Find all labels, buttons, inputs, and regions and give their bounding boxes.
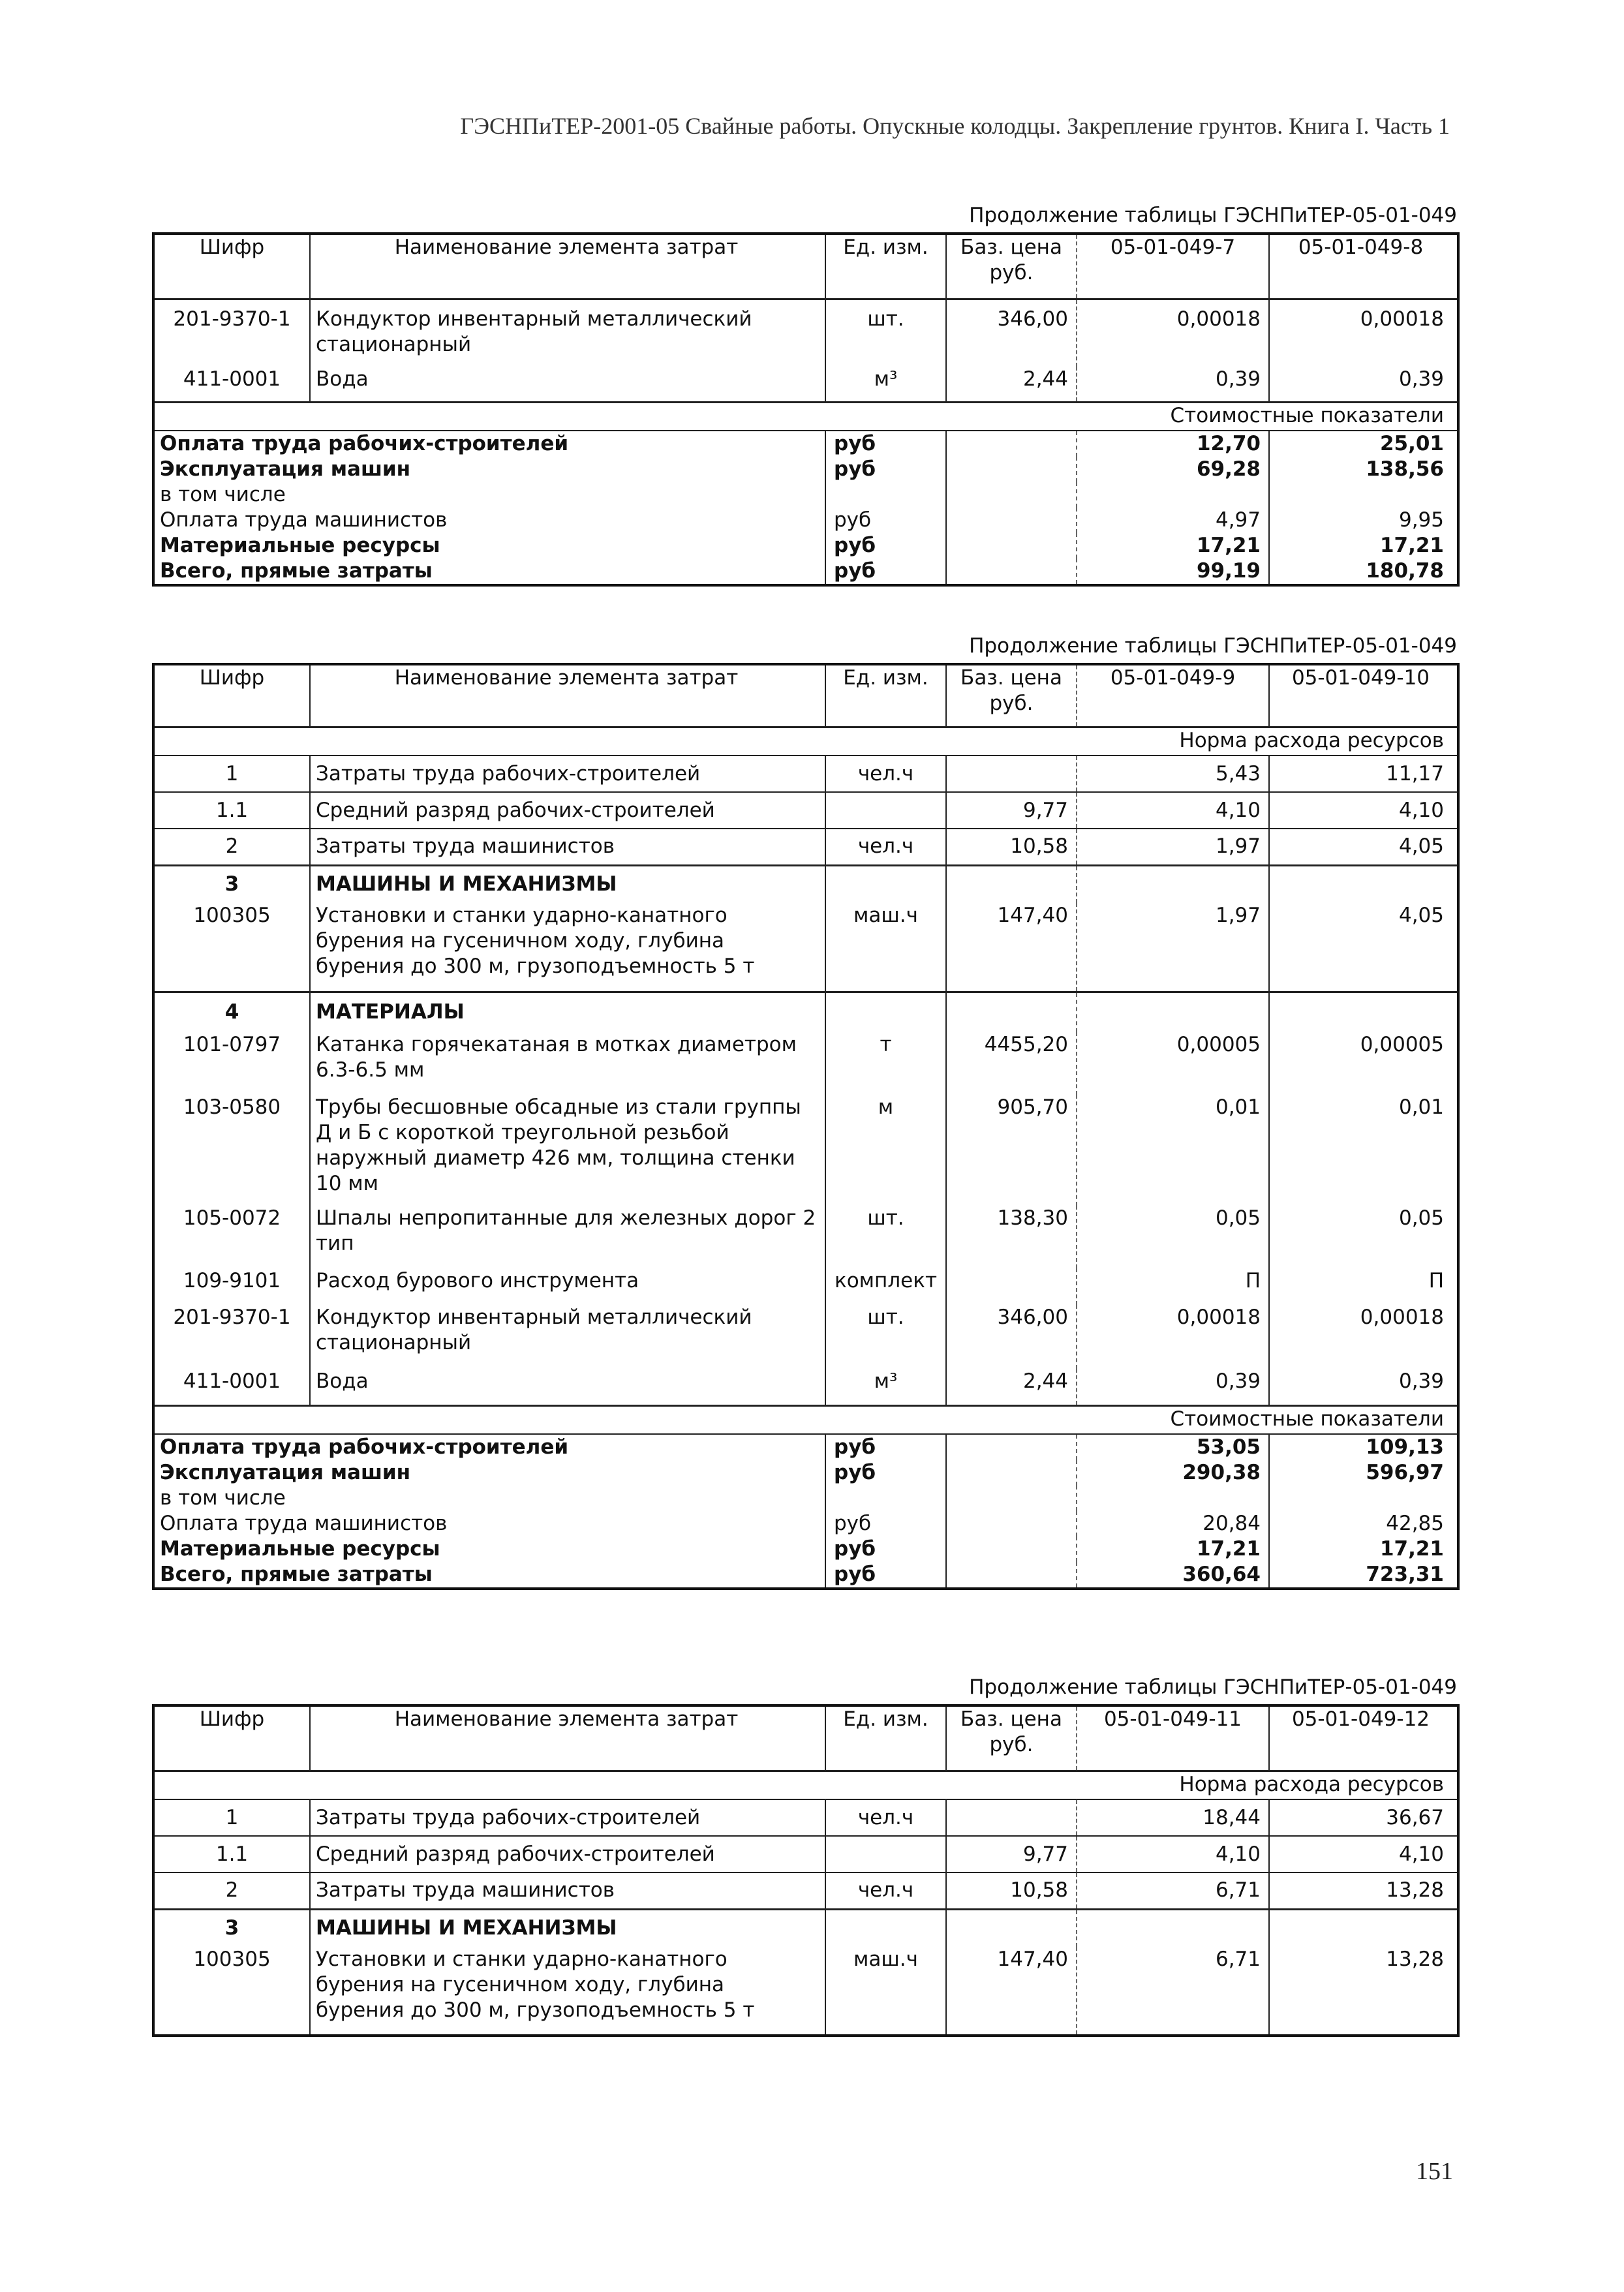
row-value-b: 0,00005	[1360, 1033, 1444, 1056]
row-unit: м³	[825, 1369, 946, 1405]
row-price: 346,00	[946, 1305, 1077, 1369]
summary-empty	[946, 482, 1077, 508]
summary-value-a: 4,97	[1077, 508, 1269, 533]
table-row	[153, 756, 1458, 792]
row-price: 147,40	[946, 1947, 1077, 2036]
summary-value-b: 17,21	[1379, 1537, 1444, 1561]
row-value-b: 13,28	[1386, 1878, 1444, 1902]
section-empty	[825, 992, 946, 1032]
row-value-b: 0,00018	[1360, 307, 1444, 331]
row-code: 411-0001	[153, 367, 310, 402]
table3-header-row	[153, 1705, 1458, 1771]
table-row	[153, 1305, 1458, 1369]
row-value-b: 0,39	[1398, 367, 1444, 391]
row-value-b: 36,67	[1386, 1805, 1444, 1829]
row-unit: маш.ч	[825, 1947, 946, 2036]
summary-unit: руб	[825, 508, 946, 533]
table-row	[153, 367, 1458, 402]
row-unit: чел.ч	[825, 829, 946, 865]
row-value-a: 4,10	[1077, 792, 1269, 829]
summary-empty	[1077, 482, 1269, 508]
table2	[152, 663, 1460, 1590]
table-row	[153, 1947, 1458, 2036]
row-name: Средний разряд рабочих-строителей	[310, 1836, 825, 1872]
col-unit-header: Ед. изм.	[825, 1705, 946, 1771]
section-empty	[1269, 992, 1458, 1032]
summary-empty	[946, 1511, 1077, 1536]
norm-caption: Норма расхода ресурсов	[153, 727, 1458, 756]
summary-empty	[946, 533, 1077, 558]
summary-row-machinist-labor	[153, 508, 1458, 533]
row-unit: м³	[825, 367, 946, 402]
row-value-a: 6,71	[1077, 1947, 1269, 2036]
table1	[152, 232, 1460, 587]
col-norm-a-header: 05-01-049-11	[1077, 1705, 1269, 1771]
section-empty	[825, 865, 946, 903]
row-price: 147,40	[946, 903, 1077, 992]
section-code: 4	[153, 992, 310, 1032]
cost-caption-row	[153, 402, 1458, 431]
summary-empty	[946, 1460, 1077, 1486]
row-value-a: 0,05	[1077, 1206, 1269, 1268]
row-name: Затраты труда рабочих-строителей	[310, 1799, 825, 1836]
row-price: 2,44	[946, 367, 1077, 402]
summary-value-a: 20,84	[1077, 1511, 1269, 1536]
row-name: Кондуктор инвентарный металлический стационарный	[310, 1305, 825, 1369]
row-unit: маш.ч	[825, 903, 946, 992]
summary-unit: руб	[825, 1536, 946, 1562]
summary-row-materials	[153, 1536, 1458, 1562]
row-value-a: 0,00005	[1077, 1032, 1269, 1095]
summary-value-a: 69,28	[1077, 457, 1269, 482]
row-name: Установки и станки ударно-канатного бурения на гусеничном ходу, глубина бурения до 300 м, грузоподъемность 5 т	[310, 903, 825, 992]
row-price: 10,58	[946, 829, 1077, 865]
summary-value-a: 17,21	[1077, 1536, 1269, 1562]
section-empty	[946, 865, 1077, 903]
row-unit: т	[825, 1032, 946, 1095]
row-code: 109-9101	[153, 1268, 310, 1305]
col-norm-a-header: 05-01-049-9	[1077, 664, 1269, 727]
section-code: 3	[153, 865, 310, 903]
table-row	[153, 1032, 1458, 1095]
section-title: МАТЕРИАЛЫ	[310, 992, 825, 1032]
row-unit: шт.	[825, 1305, 946, 1369]
section-title: МАШИНЫ И МЕХАНИЗМЫ	[310, 1909, 825, 1947]
row-code: 1.1	[153, 1836, 310, 1872]
summary-empty	[946, 1562, 1077, 1589]
row-name: Расход бурового инструмента	[310, 1268, 825, 1305]
row-code: 103-0580	[153, 1095, 310, 1206]
row-value-a: 0,39	[1077, 367, 1269, 402]
summary-empty	[946, 508, 1077, 533]
row-code: 201-9370-1	[153, 1305, 310, 1369]
page-number: 151	[1416, 2158, 1453, 2185]
col-name-header: Наименование элемента затрат	[310, 664, 825, 727]
table-row	[153, 1799, 1458, 1836]
summary-unit: руб	[825, 1460, 946, 1486]
summary-label: Всего, прямые затраты	[153, 558, 825, 585]
row-price	[946, 756, 1077, 792]
row-unit	[825, 1836, 946, 1872]
row-code: 201-9370-1	[153, 299, 310, 367]
row-price: 9,77	[946, 792, 1077, 829]
row-unit: шт.	[825, 299, 946, 367]
summary-row-including	[153, 1486, 1458, 1511]
summary-row-machinist-labor	[153, 1511, 1458, 1536]
summary-empty	[946, 1486, 1077, 1511]
section-empty	[1077, 1909, 1269, 1947]
row-price	[946, 1268, 1077, 1305]
section-empty	[1269, 865, 1458, 903]
col-norm-a-header: 05-01-049-7	[1077, 234, 1269, 299]
summary-label: Эксплуатация машин	[153, 457, 825, 482]
row-code: 2	[153, 1872, 310, 1909]
summary-unit: руб	[825, 558, 946, 585]
summary-value-b: 17,21	[1379, 534, 1444, 557]
summary-value-b: 723,31	[1366, 1563, 1444, 1586]
summary-value-b: 138,56	[1366, 457, 1444, 481]
cost-caption-row	[153, 1405, 1458, 1434]
col-name-header: Наименование элемента затрат	[310, 1705, 825, 1771]
row-code: 100305	[153, 903, 310, 992]
row-price: 138,30	[946, 1206, 1077, 1268]
summary-row-including	[153, 482, 1458, 508]
table-row	[153, 792, 1458, 829]
summary-row-materials	[153, 533, 1458, 558]
row-unit: м	[825, 1095, 946, 1206]
summary-empty	[946, 1434, 1077, 1460]
summary-value-a: 99,19	[1077, 558, 1269, 585]
summary-value-b: 42,85	[1386, 1512, 1444, 1535]
section-empty	[825, 1909, 946, 1947]
table-row	[153, 1369, 1458, 1405]
summary-label: в том числе	[153, 482, 825, 508]
row-price: 905,70	[946, 1095, 1077, 1206]
row-name: Трубы бесшовные обсадные из стали группы Д и Б с короткой треугольной резьбой наружный диаметр 426 мм, толщина стенки 10 мм	[310, 1095, 825, 1206]
row-name: Установки и станки ударно-канатного бурения на гусеничном ходу, глубина бурения до 300 м, грузоподъемность 5 т	[310, 1947, 825, 2036]
row-value-a: 0,01	[1077, 1095, 1269, 1206]
summary-unit: руб	[825, 533, 946, 558]
row-unit	[825, 792, 946, 829]
col-code-header: Шифр	[153, 1705, 310, 1771]
section-row-machines	[153, 1909, 1458, 1947]
summary-value-a: 53,05	[1077, 1434, 1269, 1460]
row-name: Вода	[310, 1369, 825, 1405]
row-value-a: 4,10	[1077, 1836, 1269, 1872]
row-value-b: 0,00018	[1360, 1306, 1444, 1329]
col-name-header: Наименование элемента затрат	[310, 234, 825, 299]
summary-empty	[946, 431, 1077, 457]
row-value-b: 4,05	[1398, 904, 1444, 927]
col-unit-header: Ед. изм.	[825, 234, 946, 299]
summary-unit: руб	[825, 1511, 946, 1536]
col-code-header: Шифр	[153, 234, 310, 299]
norm-caption-row	[153, 727, 1458, 756]
row-code: 100305	[153, 1947, 310, 2036]
row-unit: чел.ч	[825, 1872, 946, 1909]
summary-row-machines	[153, 1460, 1458, 1486]
summary-empty	[946, 558, 1077, 585]
row-unit: комплект	[825, 1268, 946, 1305]
row-name: Катанка горячекатаная в мотках диаметром 6.3-6.5 мм	[310, 1032, 825, 1095]
table-row	[153, 1095, 1458, 1206]
summary-empty	[1269, 482, 1458, 508]
row-code: 105-0072	[153, 1206, 310, 1268]
table2-header-row	[153, 664, 1458, 727]
summary-value-b: 25,01	[1379, 432, 1444, 455]
row-value-a: 18,44	[1077, 1799, 1269, 1836]
summary-label: Оплата труда машинистов	[153, 1511, 825, 1536]
summary-label: в том числе	[153, 1486, 825, 1511]
col-norm-b-header: 05-01-049-12	[1269, 1705, 1458, 1771]
col-norm-b-header: 05-01-049-8	[1269, 234, 1458, 299]
summary-label: Оплата труда машинистов	[153, 508, 825, 533]
summary-empty	[946, 457, 1077, 482]
summary-label: Оплата труда рабочих-строителей	[153, 431, 825, 457]
summary-value-a: 360,64	[1077, 1562, 1269, 1589]
col-norm-b-header: 05-01-049-10	[1269, 664, 1458, 727]
row-value-a: 0,00018	[1077, 299, 1269, 367]
row-value-b: 4,10	[1398, 1842, 1444, 1866]
row-unit: чел.ч	[825, 756, 946, 792]
row-name: Вода	[310, 367, 825, 402]
section-empty	[1077, 992, 1269, 1032]
col-unit-header: Ед. изм.	[825, 664, 946, 727]
row-unit: чел.ч	[825, 1799, 946, 1836]
row-value-a: 5,43	[1077, 756, 1269, 792]
row-name: Кондуктор инвентарный металлический стационарный	[310, 299, 825, 367]
table-row	[153, 1268, 1458, 1305]
row-name: Затраты труда рабочих-строителей	[310, 756, 825, 792]
row-code: 1	[153, 1799, 310, 1836]
table-row	[153, 1836, 1458, 1872]
summary-label: Материальные ресурсы	[153, 1536, 825, 1562]
summary-unit: руб	[825, 1434, 946, 1460]
row-price	[946, 1799, 1077, 1836]
summary-value-a: 12,70	[1077, 431, 1269, 457]
row-value-b: 0,05	[1398, 1206, 1444, 1230]
summary-row-labor	[153, 431, 1458, 457]
summary-label: Эксплуатация машин	[153, 1460, 825, 1486]
section-empty	[946, 992, 1077, 1032]
section-empty	[1077, 865, 1269, 903]
row-name: Затраты труда машинистов	[310, 1872, 825, 1909]
row-price: 9,77	[946, 1836, 1077, 1872]
row-code: 411-0001	[153, 1369, 310, 1405]
col-price-header: Баз. цена руб.	[946, 664, 1077, 727]
row-code: 101-0797	[153, 1032, 310, 1095]
summary-label: Оплата труда рабочих-строителей	[153, 1434, 825, 1460]
section-row-machines	[153, 865, 1458, 903]
row-value-a: П	[1077, 1268, 1269, 1305]
summary-label: Всего, прямые затраты	[153, 1562, 825, 1589]
row-code: 1	[153, 756, 310, 792]
summary-unit: руб	[825, 1562, 946, 1589]
row-value-b: 4,05	[1398, 834, 1444, 859]
row-price: 10,58	[946, 1872, 1077, 1909]
row-price: 346,00	[946, 299, 1077, 367]
col-price-header: Баз. цена руб.	[946, 234, 1077, 299]
section-empty	[1269, 1909, 1458, 1947]
table2-continuation-caption: Продолжение таблицы ГЭСНПиТЕР-05-01-049	[969, 634, 1457, 658]
table3	[152, 1704, 1460, 2037]
row-value-b: 4,10	[1398, 798, 1444, 822]
table-row	[153, 299, 1458, 367]
row-value-a: 1,97	[1077, 903, 1269, 992]
cost-caption: Стоимостные показатели	[153, 402, 1458, 431]
table-row	[153, 1206, 1458, 1268]
summary-value-b: 596,97	[1366, 1461, 1444, 1484]
cost-caption: Стоимостные показатели	[153, 1405, 1458, 1434]
row-unit: шт.	[825, 1206, 946, 1268]
summary-empty	[1077, 1486, 1269, 1511]
row-name: Затраты труда машинистов	[310, 829, 825, 865]
table1-header-row	[153, 234, 1458, 299]
summary-unit: руб	[825, 457, 946, 482]
table-row	[153, 903, 1458, 992]
summary-value-a: 290,38	[1077, 1460, 1269, 1486]
row-value-b: 0,39	[1398, 1369, 1444, 1393]
col-price-header: Баз. цена руб.	[946, 1705, 1077, 1771]
row-value-a: 0,39	[1077, 1369, 1269, 1405]
section-title: МАШИНЫ И МЕХАНИЗМЫ	[310, 865, 825, 903]
row-price: 4455,20	[946, 1032, 1077, 1095]
summary-empty	[1269, 1486, 1458, 1511]
row-code: 2	[153, 829, 310, 865]
section-row-materials	[153, 992, 1458, 1032]
table-row	[153, 829, 1458, 865]
col-code-header: Шифр	[153, 664, 310, 727]
table1-continuation-caption: Продолжение таблицы ГЭСНПиТЕР-05-01-049	[969, 204, 1457, 227]
row-name: Шпалы непропитанные для железных дорог 2 тип	[310, 1206, 825, 1268]
summary-value-b: 180,78	[1366, 559, 1444, 583]
summary-label: Материальные ресурсы	[153, 533, 825, 558]
table-row	[153, 1872, 1458, 1909]
summary-row-total	[153, 558, 1458, 585]
table3-continuation-caption: Продолжение таблицы ГЭСНПиТЕР-05-01-049	[969, 1675, 1457, 1699]
row-code: 1.1	[153, 792, 310, 829]
summary-empty	[946, 1536, 1077, 1562]
row-value-a: 1,97	[1077, 829, 1269, 865]
row-value-a: 0,00018	[1077, 1305, 1269, 1369]
row-price: 2,44	[946, 1369, 1077, 1405]
norm-caption: Норма расхода ресурсов	[153, 1771, 1458, 1799]
section-empty	[946, 1909, 1077, 1947]
summary-unit: руб	[825, 431, 946, 457]
summary-row-machines	[153, 457, 1458, 482]
section-code: 3	[153, 1909, 310, 1947]
row-name: Средний разряд рабочих-строителей	[310, 792, 825, 829]
row-value-a: 6,71	[1077, 1872, 1269, 1909]
summary-empty	[825, 482, 946, 508]
summary-value-a: 17,21	[1077, 533, 1269, 558]
summary-value-b: 9,95	[1398, 508, 1444, 532]
summary-row-labor	[153, 1434, 1458, 1460]
row-value-b: 11,17	[1386, 761, 1444, 786]
summary-value-b: 109,13	[1366, 1435, 1444, 1459]
row-value-b: 0,01	[1398, 1095, 1444, 1119]
norm-caption-row	[153, 1771, 1458, 1799]
summary-empty	[825, 1486, 946, 1511]
row-value-b: 13,28	[1386, 1948, 1444, 1971]
summary-row-total	[153, 1562, 1458, 1589]
running-header: ГЭСНПиТЕР-2001-05 Свайные работы. Опускные колодцы. Закрепление грунтов. Книга I. Часть 1	[460, 113, 1450, 139]
row-value-b: П	[1428, 1269, 1444, 1292]
